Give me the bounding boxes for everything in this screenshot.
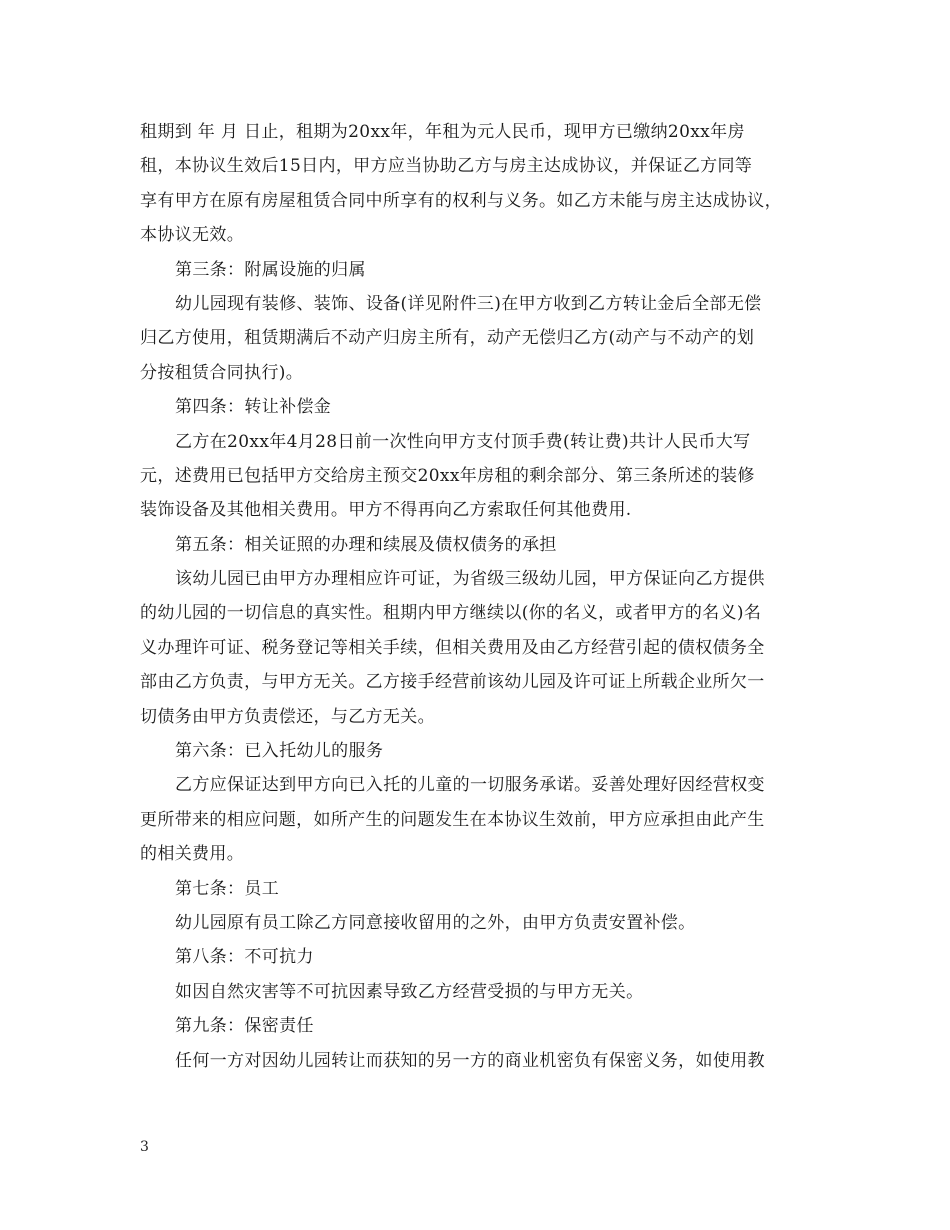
- paragraph-line: 的幼儿园的一切信息的真实性。租期内甲方继续以(你的名义，或者甲方的名义)名: [140, 603, 762, 624]
- paragraph-line: 第三条：附属设施的归属: [175, 259, 366, 280]
- document-body: [140, 115, 820, 1078]
- page-number: 3: [140, 1139, 149, 1155]
- paragraph-line: 的相关费用。: [140, 844, 245, 865]
- paragraph-line: 如因自然灾害等不可抗因素导致乙方经营受损的与甲方无关。: [175, 981, 644, 1002]
- paragraph-line: 幼儿园现有装修、装饰、设备(详见附件三)在甲方收到乙方转让金后全部无偿: [175, 293, 762, 314]
- paragraph-line: 乙方应保证达到甲方向已入托的儿童的一切服务承诺。妥善处理好因经营权变: [175, 775, 765, 796]
- paragraph-line: 任何一方对因幼儿园转让而获知的另一方的商业机密负有保密义务，如使用教: [175, 1050, 765, 1071]
- paragraph-line: 元，述费用已包括甲方交给房主预交20xx年房租的剩余部分、第三条所述的装修: [140, 465, 755, 486]
- paragraph-line: 第八条：不可抗力: [175, 947, 314, 968]
- paragraph-line: 享有甲方在原有房屋租赁合同中所享有的权利与义务。如乙方未能与房主达成协议，: [140, 190, 782, 211]
- paragraph-line: 第七条：员工: [175, 878, 280, 899]
- paragraph-line: 更所带来的相应问题，如所产生的问题发生在本协议生效前，甲方应承担由此产生: [140, 809, 765, 830]
- paragraph-line: 第九条：保密责任: [175, 1016, 314, 1037]
- paragraph-line: 装饰设备及其他相关费用。甲方不得再向乙方索取任何其他费用.: [140, 500, 632, 521]
- paragraph-line: 归乙方使用，租赁期满后不动产归房主所有，动产无偿归乙方(动产与不动产的划: [140, 328, 755, 349]
- paragraph-line: 幼儿园原有员工除乙方同意接收留用的之外，由甲方负责安置补偿。: [175, 912, 696, 933]
- paragraph-line: 第四条：转让补偿金: [175, 397, 332, 418]
- paragraph-line: 乙方在20xx年4月28日前一次性向甲方支付顶手费(转让费)共计人民币大写: [175, 431, 751, 452]
- paragraph-line: 租期到 年 月 日止，租期为20xx年，年租为元人民币，现甲方已缴纳20xx年房: [140, 122, 745, 142]
- paragraph-line: 分按租赁合同执行)。: [140, 362, 304, 383]
- paragraph-line: 义办理许可证、税务登记等相关手续，但相关费用及由乙方经营引起的债权债务全: [140, 637, 765, 658]
- paragraph-line: 切债务由甲方负责偿还，与乙方无关。: [140, 706, 435, 727]
- paragraph-line: 第六条：已入托幼儿的服务: [175, 741, 384, 762]
- paragraph-line: 本协议无效。: [140, 225, 245, 246]
- paragraph-line: 该幼儿园已由甲方办理相应许可证，为省级三级幼儿园，甲方保证向乙方提供: [175, 569, 765, 590]
- paragraph-line: 第五条：相关证照的办理和续展及债权债务的承担: [175, 534, 557, 555]
- paragraph-line: 部由乙方负责，与甲方无关。乙方接手经营前该幼儿园及许可证上所载企业所欠一: [140, 672, 765, 693]
- paragraph-line: 租，本协议生效后15日内，甲方应当协助乙方与房主达成协议，并保证乙方同等: [140, 156, 753, 177]
